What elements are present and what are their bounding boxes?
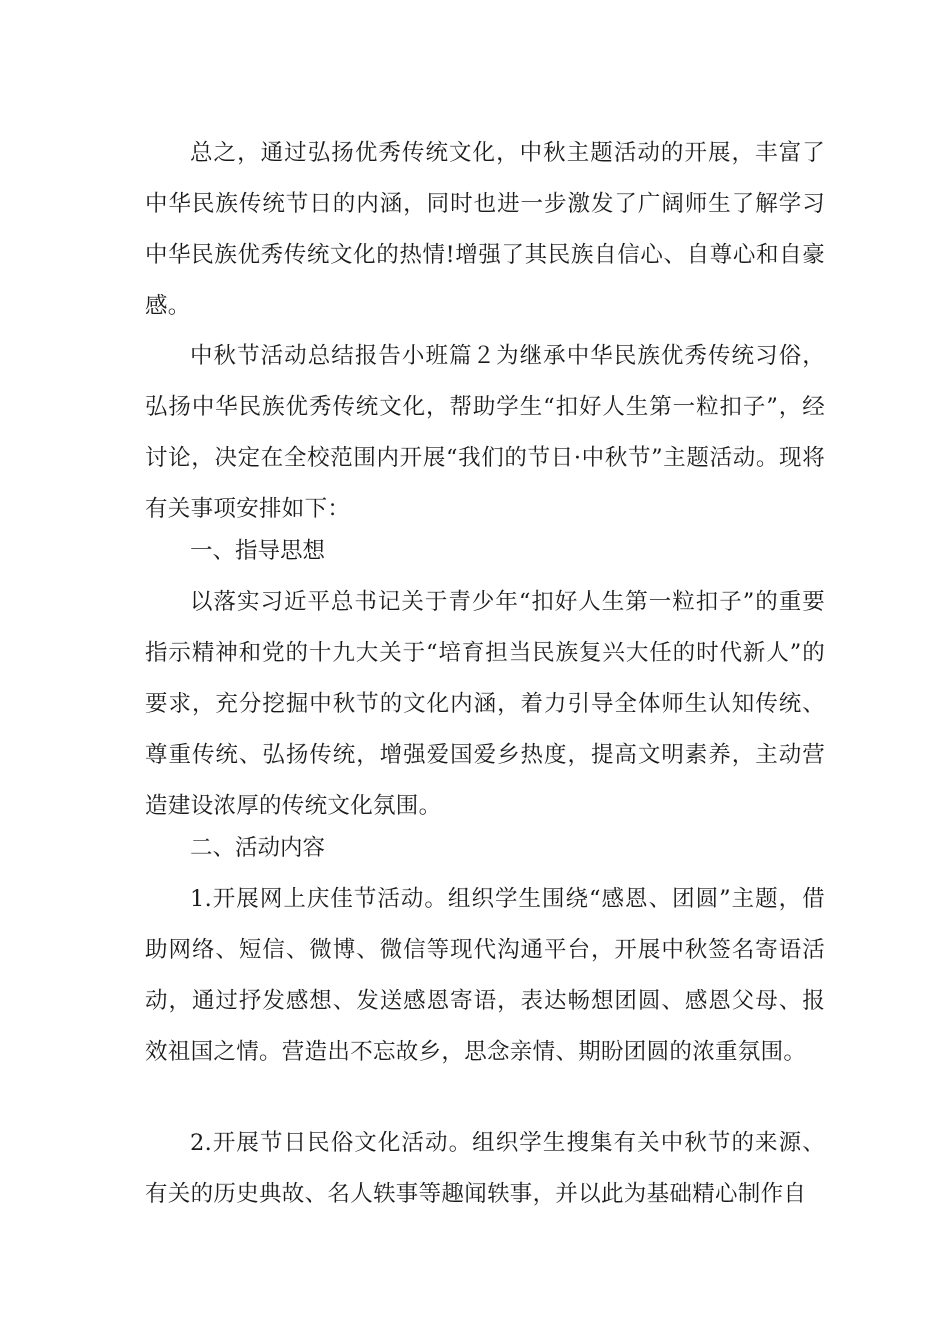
paragraph-guiding-ideology: 以落实习近平总书记关于青少年“扣好人生第一粒扣子”的重要指示精神和党的十九大关于“培育担当民族复兴大任的时代新人”的要求，充分挖掘中秋节的文化内涵，着力引导全体师生认知传统、尊重传统、弘扬传统，增强爱国爱乡热度，提高文明素养，主动营造建设浓厚的传统文化氛围。 (145, 589, 825, 819)
section-heading-activity-content: 二、活动内容 (190, 835, 326, 861)
paragraph-conclusion: 总之，通过弘扬优秀传统文化，中秋主题活动的开展，丰富了中华民族传统节日的内涵，同时也进一步激发了广阔师生了解学习中华民族优秀传统文化的热情!增强了其民族自信心、自尊心和自豪感。 (145, 140, 825, 319)
paragraph-folk-culture-activity: 2.开展节日民俗文化活动。组织学生搜集有关中秋节的来源、有关的历史典故、名人轶事等趣闻轶事，并以此为基础精心制作自 (145, 1130, 825, 1207)
section-heading-guiding-ideology: 一、指导思想 (190, 538, 326, 564)
paragraph-introduction: 中秋节活动总结报告小班篇２为继承中华民族优秀传统习俗，弘扬中华民族优秀传统文化，帮助学生“扣好人生第一粒扣子”，经讨论，决定在全校范围内开展“我们的节日·中秋节”主题活动。现将有关事项安排如下： (145, 343, 825, 522)
paragraph-online-activity: 1.开展网上庆佳节活动。组织学生围绕“感恩、团圆”主题，借助网络、短信、微博、微信等现代沟通平台，开展中秋签名寄语活动，通过抒发感想、发送感恩寄语，表达畅想团圆、感恩父母、报效祖国之情。营造出不忘故乡，思念亲情、期盼团圆的浓重氛围。 (145, 886, 825, 1065)
